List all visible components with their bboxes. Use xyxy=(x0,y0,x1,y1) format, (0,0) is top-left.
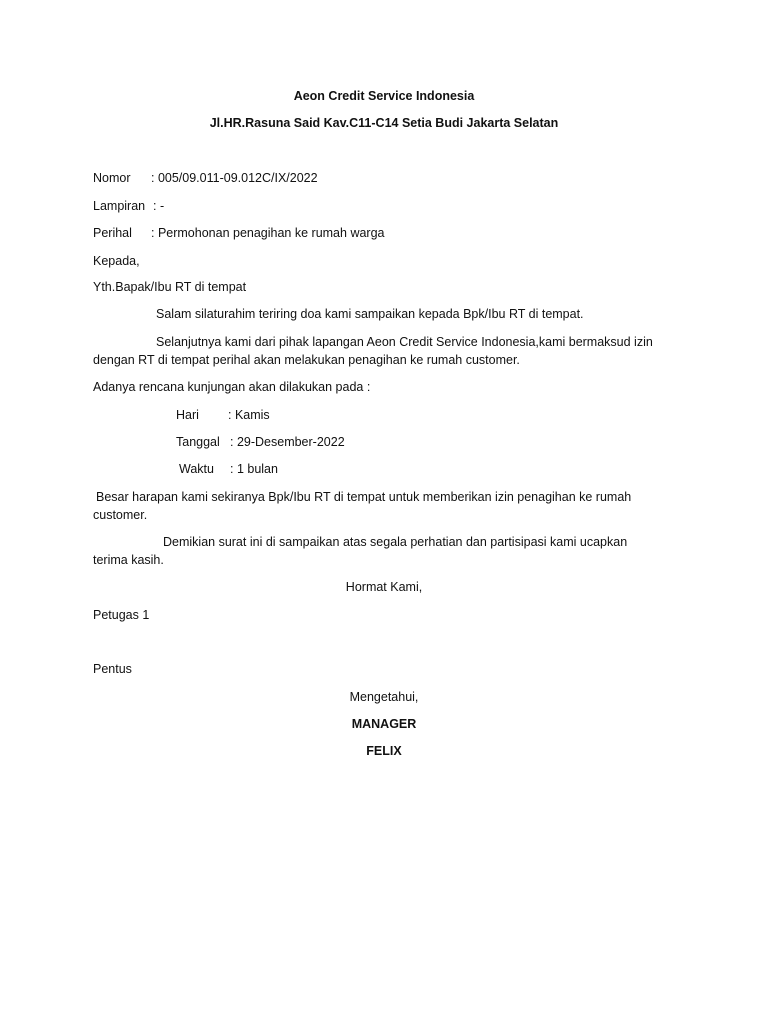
kepada-text: Kepada, xyxy=(93,254,140,268)
waktu-row xyxy=(179,461,278,477)
hari-label: Hari xyxy=(176,408,199,422)
lampiran-value: : - xyxy=(153,199,165,213)
lampiran-row xyxy=(93,198,164,214)
waktu-label: Waktu xyxy=(179,462,214,476)
lampiran-label: Lampiran xyxy=(93,199,146,213)
petugas-title: Petugas 1 xyxy=(93,608,150,622)
company-address: Jl.HR.Rasuna Said Kav.C11-C14 Setia Budi Jakarta Selatan xyxy=(209,116,559,130)
company-name: Aeon Credit Service Indonesia xyxy=(293,89,475,103)
nomor-value: : 005/09.011-09.012C/IX/2022 xyxy=(151,171,318,185)
paragraph-1-line-2: dengan RT di tempat perihal akan melakukan penagihan ke rumah customer. xyxy=(93,353,520,367)
paragraph-1-line-1: Selanjutnya kami dari pihak lapangan Aeon Credit Service Indonesia,kami bermaksud izin xyxy=(156,335,653,349)
tanggal-value: : 29-Desember-2022 xyxy=(230,435,345,449)
perihal-label: Perihal xyxy=(93,226,132,240)
tanggal-row xyxy=(176,434,345,450)
mengetahui-text: Mengetahui, xyxy=(349,690,419,704)
salam-paragraph: Salam silaturahim teriring doa kami sampaikan kepada Bpk/Ibu RT di tempat. xyxy=(156,307,584,321)
petugas-name: Pentus xyxy=(93,662,132,676)
hari-row xyxy=(176,407,270,423)
hormat-kami: Hormat Kami, xyxy=(345,580,423,594)
harapan-line-2: customer. xyxy=(93,508,148,522)
recipient-text: Yth.Bapak/Ibu RT di tempat xyxy=(93,280,247,294)
manager-title: MANAGER xyxy=(351,717,417,731)
manager-name: FELIX xyxy=(366,744,402,758)
demikian-line-1: Demikian surat ini di sampaikan atas segala perhatian dan partisipasi kami ucapkan xyxy=(163,535,628,549)
nomor-label: Nomor xyxy=(93,171,131,185)
hari-value: : Kamis xyxy=(228,408,270,422)
perihal-row xyxy=(93,225,384,241)
harapan-line-1: Besar harapan kami sekiranya Bpk/Ibu RT di tempat untuk memberikan izin penagihan ke rumah xyxy=(96,490,632,504)
perihal-value: : Permohonan penagihan ke rumah warga xyxy=(151,226,385,240)
tanggal-label: Tanggal xyxy=(176,435,220,449)
nomor-row xyxy=(93,170,318,186)
demikian-line-2: terima kasih. xyxy=(93,553,164,567)
rencana-text: Adanya rencana kunjungan akan dilakukan pada : xyxy=(93,380,371,394)
waktu-value: : 1 bulan xyxy=(230,462,278,476)
